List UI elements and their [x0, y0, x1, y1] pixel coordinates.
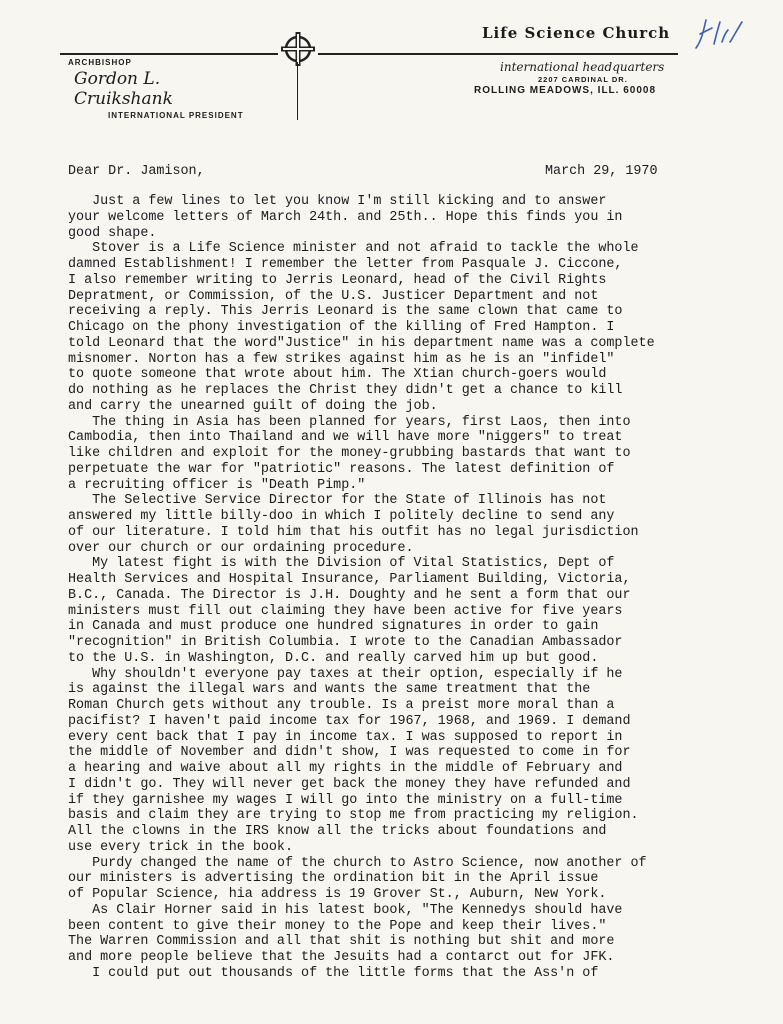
letter-line: Stover is a Life Science minister and not afraid to tackle the whole [68, 241, 639, 257]
letter-line: the middle of November and didn't show, I was requested to come in for [68, 745, 631, 761]
letter-line: in Canada and must produce one hundred signatures in order to gain [68, 619, 599, 635]
handwritten-file-mark [690, 14, 750, 54]
sender-name: Gordon L. Cruikshank [74, 69, 173, 109]
letter-line: "recognition" in British Columbia. I wrote to the Canadian Ambassador [68, 635, 623, 650]
letterhead-organization [470, 24, 710, 96]
letter-line: a recruiting officer is "Death Pimp." [68, 477, 366, 493]
letter-line: do nothing as he replaces the Christ they didn't get a chance to kill [68, 383, 623, 398]
letter-line: receiving a reply. This Jerris Leonard is the same clown that came to [68, 304, 623, 320]
letter-line: and more people believe that the Jesuits had a contarct out for JFK. [68, 950, 615, 965]
letter-line: use every trick in the book. [68, 839, 293, 855]
letter-line: I could put out thousands of the little forms that the Ass'n of [68, 965, 599, 981]
letter-line: of our literature. I told him that his outfit has no legal jurisdiction [68, 524, 639, 540]
letter-line: As Clair Horner said in his latest book, "The Kennedys should have [68, 902, 623, 918]
letter-line: your welcome letters of March 24th. and 25th.. Hope this finds you in [68, 209, 623, 225]
letter-line: Cambodia, then into Thailand and we will have more "niggers" to treat [68, 430, 623, 446]
letter-line: over our church or our ordaining procedure. [68, 540, 414, 556]
city-address: ROLLING MEADOWS, ILL. 60008 [474, 85, 657, 96]
letter-line: Chicago on the phony investigation of the killing of Fred Hampton. I [68, 320, 615, 335]
letter-line: perpetuate the war for "patriotic" reasons. The latest definition of [68, 461, 615, 477]
letter-line: Why shouldn't everyone pay taxes at their option, especially if he [68, 666, 623, 682]
celtic-cross-icon [279, 30, 317, 68]
letter-line: The Warren Commission and all that shit is nothing but shit and more [68, 934, 615, 950]
street-address: 2207 CARDINAL DR. [538, 75, 628, 84]
letter-line: like children and exploit for the money-grubbing bastards that want to [68, 446, 631, 461]
headquarters-label: international headquarters [500, 60, 665, 74]
archbishop-label: ARCHBISHOP [68, 58, 132, 67]
letter-line: to quote someone that wrote about him. The Xtian church-goers would [68, 367, 607, 383]
salutation: Dear Dr. Jamison, [68, 164, 205, 179]
church-name: Life Science Church [482, 24, 671, 42]
letter-line: told Leonard that the word"Justice" in his department name was a complete [68, 335, 655, 351]
sender-title: INTERNATIONAL PRESIDENT [108, 111, 244, 120]
letterhead-rule-left [60, 53, 278, 55]
letter-line: been content to give their money to the Pope and keep their lives." [68, 918, 607, 934]
letter-date: March 29, 1970 [545, 164, 658, 179]
letterhead-sender [60, 58, 250, 120]
letter-line: Health Services and Hospital Insurance, Parliament Building, Victoria, [68, 572, 631, 587]
letter-line: My latest fight is with the Division of Vital Statistics, Dept of [68, 556, 615, 572]
letter-line: The Selective Service Director for the State of Illinois has not [68, 493, 607, 509]
letter-line: Depratment, or Commission, of the U.S. Justicer Department and not [68, 288, 599, 304]
letterhead-divider [297, 62, 298, 120]
letter-line: every cent back that I pay in income tax. I was supposed to report in [68, 729, 623, 745]
letter-line: The thing in Asia has been planned for years, first Laos, then into [68, 414, 631, 430]
letter-line: I also remember writing to Jerris Leonard, head of the Civil Rights [68, 272, 607, 288]
letter-line: answered my little billy-doo in which I politely decline to send any [68, 509, 615, 524]
letter-line: B.C., Canada. The Director is J.H. Doughty and he sent a form that our [68, 587, 631, 603]
letter-line: I didn't go. They will never get back the money they have refunded and [68, 776, 631, 792]
letter-line: Just a few lines to let you know I'm still kicking and to answer [68, 194, 607, 209]
letter-line: All the clowns in the IRS know all the tricks about foundations and [68, 824, 607, 839]
letter-body [68, 194, 768, 982]
letter-line: misnomer. Norton has a few strikes against him as he is an "infidel" [68, 351, 615, 367]
letter-line: pacifist? I haven't paid income tax for 1967, 1968, and 1969. I demand [68, 713, 631, 729]
letter-line: of Popular Science, hia address is 19 Grover St., Auburn, New York. [68, 887, 607, 902]
letter-line: if they garnishee my wages I will go into the ministry on a full-time [68, 792, 623, 808]
letter-line: is against the illegal wars and wants the same treatment that the [68, 682, 591, 698]
letter-line: basis and claim they are trying to stop me from practicing my religion. [68, 808, 639, 824]
letter-line: good shape. [68, 225, 157, 241]
letter-line: and carry the unearned guilt of doing the job. [68, 398, 438, 414]
letter-line: to the U.S. in Washington, D.C. and really carved him up but good. [68, 650, 599, 666]
letter-line: Roman Church gets without any trouble. Is a preist more moral than a [68, 698, 615, 713]
letter-line: our ministers is advertising the ordination bit in the April issue [68, 871, 599, 887]
letter-line: damned Establishment! I remember the letter from Pasquale J. Ciccone, [68, 257, 623, 272]
letter-line: Purdy changed the name of the church to Astro Science, now another of [68, 855, 647, 871]
letter-line: a hearing and waive about all my rights in the middle of February and [68, 761, 623, 776]
letter-line: ministers must fill out claiming they have been active for five years [68, 603, 623, 619]
